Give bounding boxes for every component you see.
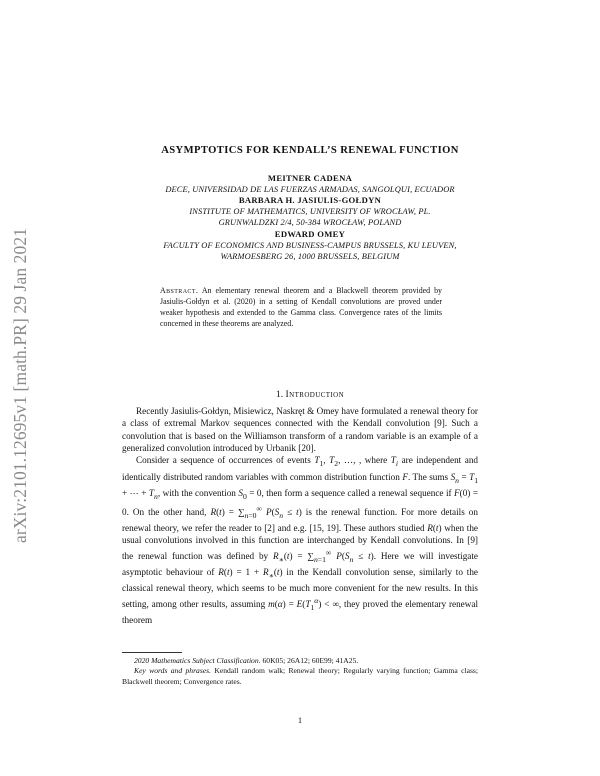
author-name: BARBARA H. JASIULIS-GOŁDYN: [238, 195, 382, 206]
author-block: [118, 173, 502, 262]
section-title: Introduction: [285, 389, 345, 400]
arxiv-identifier-stamp: arXiv:2101.12695v1 [math.PR] 29 Jan 2021: [10, 227, 31, 543]
footnote-keywords: Key words and phrases. Kendall random walk; Renewal theory; Regularly varying function; Gamma class; Blackwell theorem; Convergence rates.: [122, 666, 478, 686]
footnotes: [122, 656, 478, 687]
footnote-msc: 2020 Mathematics Subject Classification. 60K05; 26A12; 60E99; 41A25.: [134, 656, 359, 665]
section-heading: [110, 389, 510, 400]
author-name: MEITNER CADENA: [267, 173, 353, 183]
paragraph: Recently Jasiulis-Gołdyn, Misiewicz, Naskręt & Omey have formulated a renewal theory for a class of extremal Markov sequences connected with the Kendall convolution [9]. Such a convolution that is based on the Williamson transform of a random variable is an example of a generalized convolution introduced by Urbanik [20].: [122, 406, 478, 454]
author-affiliation: FACULTY OF ECONOMICS AND BUSINESS-CAMPUS BRUSSELS, KU LEUVEN,: [163, 240, 457, 250]
author-name: EDWARD OMEY: [274, 228, 346, 239]
author-affiliation: GRUNWALDZKI 2/4, 50-384 WROCŁAW, POLAND: [218, 218, 402, 228]
abstract-text: An elementary renewal theorem and a Blackwell theorem provided by Jasiulis-Gołdyn et al. (2020) in a setting of Kendall convolutions are proved under weaker hypothesis and extended to the Gamma class. Convergence rates of the limits concerned in these theorems are analyzed.: [160, 286, 442, 329]
body-text: [122, 405, 478, 626]
page-number: 1: [297, 715, 303, 725]
paragraph: Consider a sequence of occurrences of events $T_1$, $T_2$, …, , where $T_i$ are independent and identically distributed random variables with common distribution function F. The sums $S_n = T_1$ + ⋯ + $T_n$, with the convention $S_0 = 0$, then form a sequence called a renewal sequence if F(0) = 0. On the other hand, $R(t) = \sum_{n=0}^\infty$ $P(S_n \le t)$ is the renewal function. For more details on renewal theory, we refer the reader to [2] and e.g. [15, 19]. These authors studied R(t) when the usual convolutions involved in this function are interchanged by Kendall convolutions. In [9] the renewal function was defined by $R_∗(t) = \sum_{n=1}^\infty$ $P(S_n \le t)$. Here we will investigate asymptotic behaviour of $R(t) = 1 + R_∗(t)$ in the Kendall convolution sense, similarly to the classical renewal theory, which seems to be much more convenient for the new results. In this setting, among other results, assuming $m(\alpha) = E(T_1^\alpha)$ < ∞, they proved the elementary renewal theorem: [122, 455, 479, 625]
author-affiliation: DECE, UNIVERSIDAD DE LAS FUERZAS ARMADAS, SANGOLQUI, ECUADOR: [165, 185, 455, 194]
paper-title: ASYMPTOTICS FOR KENDALL’S RENEWAL FUNCTION: [161, 145, 459, 156]
math-inline: T: [314, 455, 320, 466]
author-affiliation: INSTITUTE OF MATHEMATICS, UNIVERSITY OF WROCŁAW, PL.: [189, 207, 431, 217]
abstract-heading: Abstract.: [160, 286, 199, 295]
author-affiliation: WARMOESBERG 26, 1000 BRUSSELS, BELGIUM: [220, 251, 400, 261]
abstract: [160, 285, 442, 329]
section-number: 1.: [275, 389, 284, 400]
footnote-divider: [122, 652, 182, 653]
